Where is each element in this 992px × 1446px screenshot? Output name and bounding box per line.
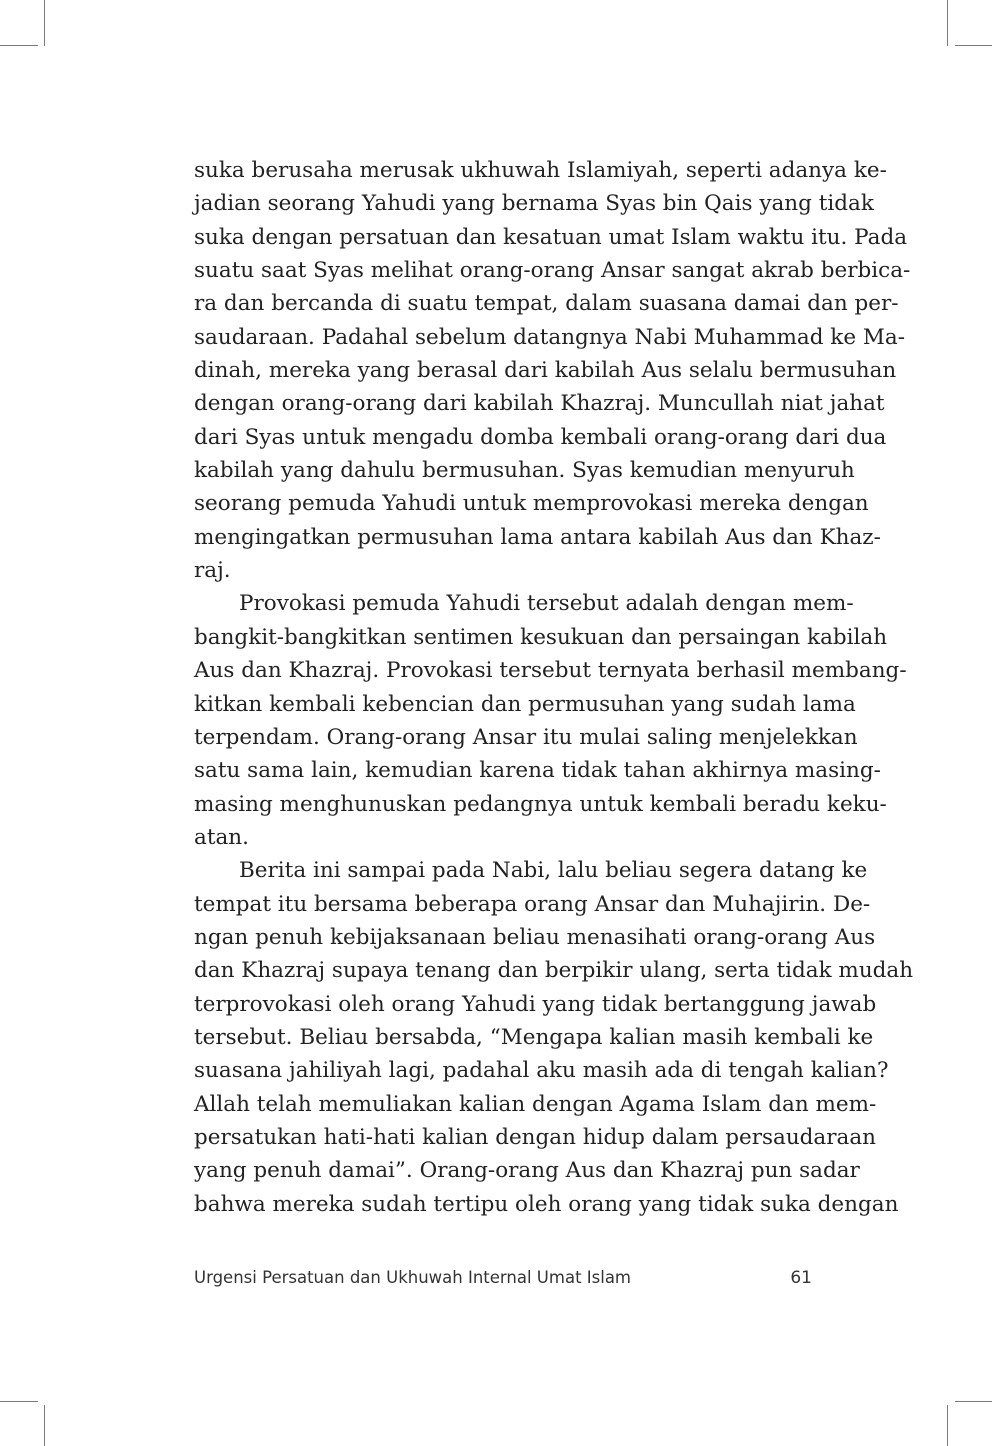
text-line: mengingatkan permusuhan lama antara kabilah Aus dan Khaz- <box>194 524 881 550</box>
text-line: dari Syas untuk mengadu domba kembali orang-orang dari dua <box>194 424 887 450</box>
body-text <box>194 154 914 1221</box>
crop-mark-bottom-right-vertical <box>947 1405 948 1446</box>
crop-mark-bottom-left-horizontal <box>0 1401 38 1402</box>
text-line: jadian seorang Yahudi yang bernama Syas bin Qais yang tidak <box>194 191 874 217</box>
crop-mark-top-right-horizontal <box>955 45 992 46</box>
paragraph-3 <box>194 854 914 1221</box>
text-line: Berita ini sampai pada Nabi, lalu beliau segera datang ke <box>239 858 868 884</box>
text-line: tempat itu bersama beberapa orang Ansar dan Muhajirin. De- <box>194 891 871 917</box>
text-line: dinah, mereka yang berasal dari kabilah Aus selalu bermusuhan <box>194 358 897 384</box>
running-footer-title: Urgensi Persatuan dan Ukhuwah Internal Umat Islam <box>194 1268 632 1287</box>
text-line: terpendam. Orang-orang Ansar itu mulai saling menjelekkan <box>194 724 858 750</box>
text-line: persatukan hati-hati kalian dengan hidup dalam persaudaraan <box>194 1124 877 1150</box>
text-line: ngan penuh kebijaksanaan beliau menasihati orang-orang Aus <box>194 924 876 950</box>
text-line: masing menghunuskan pedangnya untuk kembali beradu keku- <box>194 791 887 817</box>
text-line: suasana jahiliyah lagi, padahal aku masih ada di tengah kalian? <box>194 1058 889 1084</box>
text-line: kitkan kembali kebencian dan permusuhan yang sudah lama <box>194 691 856 717</box>
text-line: seorang pemuda Yahudi untuk memprovokasi mereka dengan <box>194 491 869 517</box>
text-line: saudaraan. Padahal sebelum datangnya Nabi Muhammad ke Ma- <box>194 324 905 350</box>
text-line: dan Khazraj supaya tenang dan berpikir ulang, serta tidak mudah <box>194 958 914 984</box>
text-line: suka berusaha merusak ukhuwah Islamiyah, seperti adanya ke- <box>194 158 887 183</box>
crop-mark-top-left-vertical <box>44 0 45 46</box>
text-line: tersebut. Beliau bersabda, “Mengapa kalian masih kembali ke <box>194 1024 874 1050</box>
text-line: yang penuh damai”. Orang-orang Aus dan Khazraj pun sadar <box>194 1158 860 1184</box>
paragraph-2 <box>194 587 907 854</box>
page-number: 61 <box>790 1268 812 1288</box>
text-line: ra dan bercanda di suatu tempat, dalam suasana damai dan per- <box>194 291 899 317</box>
text-line: terprovokasi oleh orang Yahudi yang tidak bertanggung jawab <box>194 991 877 1017</box>
crop-mark-bottom-left-vertical <box>44 1405 45 1446</box>
paragraph-1 <box>194 154 911 587</box>
text-line: raj. <box>194 558 231 584</box>
page-footer <box>194 1266 812 1292</box>
crop-mark-top-right-vertical <box>947 0 948 46</box>
text-line: suka dengan persatuan dan kesatuan umat Islam waktu itu. Pada <box>194 224 908 250</box>
text-line: Provokasi pemuda Yahudi tersebut adalah dengan mem- <box>239 591 854 617</box>
text-line: bangkit-bangkitkan sentimen kesukuan dan persaingan kabilah <box>194 624 888 650</box>
text-line: kabilah yang dahulu bermusuhan. Syas kemudian menyuruh <box>194 458 855 484</box>
text-line: bahwa mereka sudah tertipu oleh orang yang tidak suka dengan <box>194 1191 899 1217</box>
crop-mark-bottom-right-horizontal <box>955 1401 992 1402</box>
text-line: Allah telah memuliakan kalian dengan Agama Islam dan mem- <box>194 1091 877 1117</box>
text-line: Aus dan Khazraj. Provokasi tersebut ternyata berhasil membang- <box>194 658 907 684</box>
text-line: dengan orang-orang dari kabilah Khazraj. Muncullah niat jahat <box>194 391 885 417</box>
crop-mark-top-left-horizontal <box>0 45 38 46</box>
text-line: atan. <box>194 824 249 850</box>
text-line: suatu saat Syas melihat orang-orang Ansar sangat akrab berbica- <box>194 258 911 284</box>
text-line: satu sama lain, kemudian karena tidak tahan akhirnya masing- <box>194 758 881 784</box>
